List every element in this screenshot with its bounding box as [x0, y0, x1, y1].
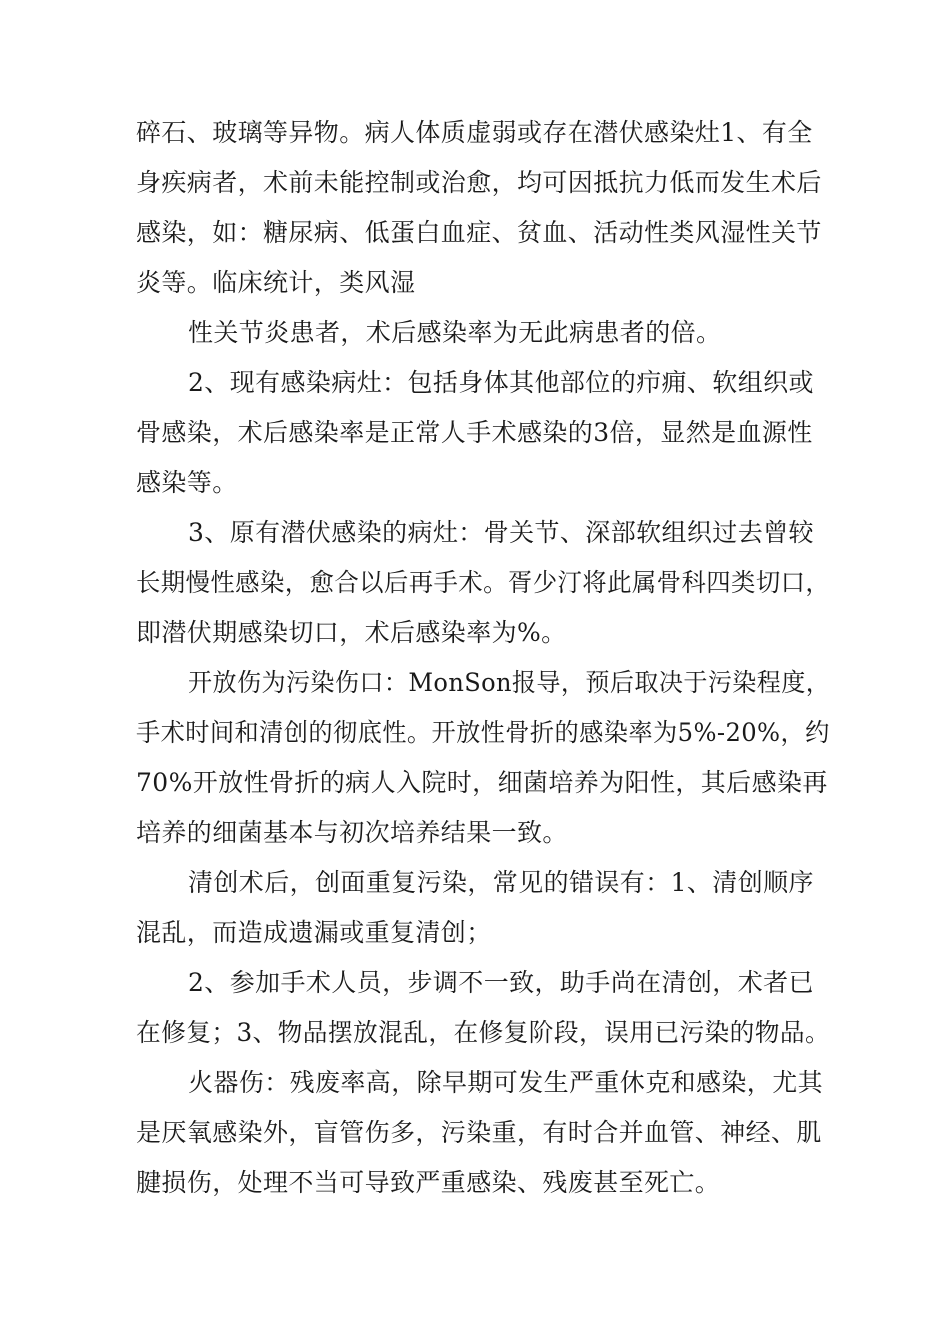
text-line: 身疾病者，术前未能控制或治愈，均可因抵抗力低而发生术后 [136, 168, 822, 197]
text-line: 性关节炎患者，术后感染率为无此病患者的倍。 [188, 318, 722, 347]
text-line: 长期慢性感染，愈合以后再手术。胥少汀将此属骨科四类切口， [136, 568, 831, 597]
text-line: 炎等。临床统计，类风湿 [136, 268, 416, 297]
text-line: 在修复；3、物品摆放混乱，在修复阶段，误用已污染的物品。 [136, 1018, 831, 1047]
text-line: 混乱，而造成遗漏或重复清创； [136, 918, 492, 947]
text-line: 即潜伏期感染切口，术后感染率为%。 [136, 618, 567, 647]
text-line: 2、现有感染病灶：包括身体其他部位的疖痈、软组织或 [188, 368, 814, 397]
text-line: 清创术后，创面重复污染，常见的错误有：1、清创顺序 [188, 868, 814, 897]
text-line: 开放伤为污染伤口：MonSon报导，预后取决于污染程度， [188, 668, 831, 697]
text-line: 腱损伤，处理不当可导致严重感染、残废甚至死亡。 [136, 1168, 721, 1197]
text-line: 碎石、玻璃等异物。病人体质虚弱或存在潜伏感染灶1、有全 [136, 118, 813, 147]
text-line: 是厌氧感染外，盲管伤多，污染重，有时合并血管、神经、肌 [136, 1118, 822, 1147]
text-line: 感染，如：糖尿病、低蛋白血症、贫血、活动性类风湿性关节 [136, 218, 822, 247]
text-line: 火器伤：残废率高，除早期可发生严重休克和感染，尤其 [188, 1068, 824, 1097]
text-line: 骨感染，术后感染率是正常人手术感染的3倍，显然是血源性 [136, 418, 813, 447]
text-line: 手术时间和清创的彻底性。开放性骨折的感染率为5%-20%，约 [136, 718, 830, 747]
text-line: 感染等。 [136, 468, 238, 497]
text-line: 70%开放性骨折的病人入院时，细菌培养为阳性，其后感染再 [136, 768, 828, 797]
text-line: 2、参加手术人员，步调不一致，助手尚在清创，术者已 [188, 968, 814, 997]
text-line: 3、原有潜伏感染的病灶：骨关节、深部软组织过去曾较 [188, 518, 814, 547]
text-line: 培养的细菌基本与初次培养结果一致。 [136, 818, 568, 847]
